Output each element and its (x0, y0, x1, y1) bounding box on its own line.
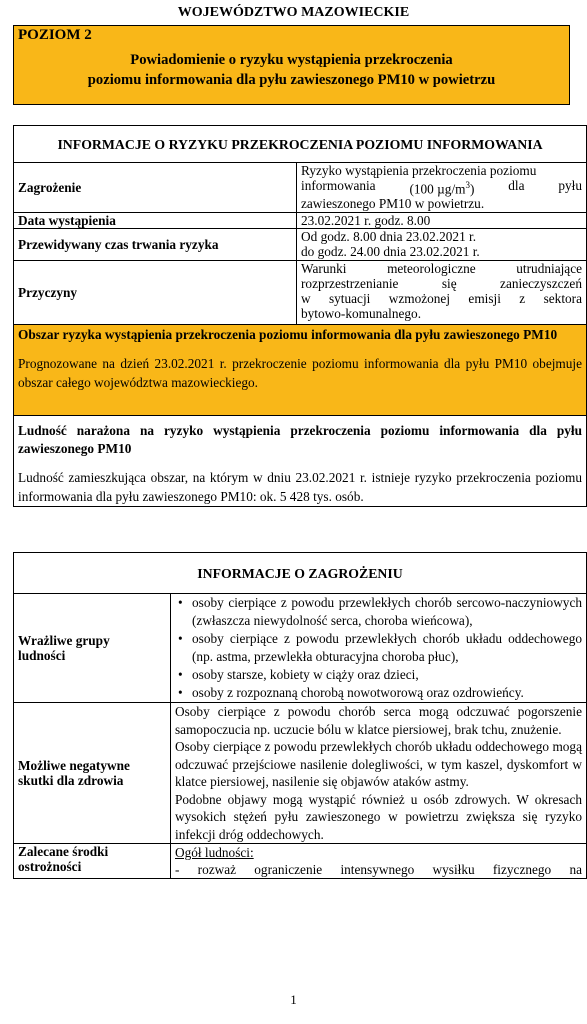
sensitive-groups-label (14, 594, 171, 703)
list-item: • osoby cierpiące z powodu przewlekłych chorób układu oddechowego (np. astma, przewlekła obturacyjna choroba płuc), (192, 630, 582, 666)
health-effects-cell (171, 703, 587, 844)
date-value: 23.02.2021 r. godz. 8.00 (297, 213, 587, 229)
causes-line: bytowo-komunalnego. (301, 306, 422, 321)
duration-value (297, 229, 587, 261)
threat-value-line: Ryzyko wystąpienia przekroczenia poziomu (301, 163, 537, 178)
health-effects-label-line: Możliwe negatywne (18, 758, 130, 773)
threat-value-text: (100 $\mu g/m^3$) (409, 180, 475, 197)
risk-area-heading: Obszar ryzyka wystąpienia przekroczenia poziomu informowania dla pyłu zawieszonego PM10 (18, 327, 558, 342)
duration-line: do godz. 24.00 dnia 23.02.2021 r. (301, 244, 480, 259)
exposed-population-text: Ludność zamieszkująca obszar, na którym w dniu 23.02.2021 r. istnieje ryzyko przekroczenia poziomu informowania dla pyłu zawieszonego PM10: ok. 5 428 tys. osób. (18, 470, 582, 504)
exposed-population-cell (14, 416, 587, 507)
level-banner (13, 25, 570, 105)
causes-label: Przyczyny (14, 261, 297, 325)
causes-line: rozprzestrzenianie się zanieczyszczeń (301, 276, 582, 291)
risk-info-table (13, 125, 587, 507)
causes-value (297, 261, 587, 325)
threat-value-text: dla (508, 178, 525, 193)
threat-value-text: pyłu (558, 178, 582, 193)
region-title: WOJEWÓDZTWO MAZOWIECKIE (177, 5, 410, 20)
sensitive-groups-cell (171, 594, 587, 703)
precautions-label-line: ostrożności (18, 859, 82, 874)
date-label: Data wystąpienia (14, 213, 297, 229)
health-effects-paragraph: Osoby cierpiące z powodu przewlekłych chorób układu oddechowego mogą odczuwać przejściowe nasilenie dolegliwości, w tym kaszel, dyskomfort w klatce piersiowej, nasilenie się objawów ataków astmy. (175, 739, 582, 789)
health-effects-paragraph: Osoby cierpiące z powodu chorób serca mogą odczuwać pogorszenie samopoczucia np. uczucie bólu w klatce piersiowej, brak tchu, znużenie. (175, 704, 582, 737)
precautions-subheading: Ogół ludności: (175, 845, 254, 860)
threat-value (297, 163, 587, 213)
risk-section-title: INFORMACJE O RYZYKU PRZEKROCZENIA POZIOMU INFORMOWANIA (14, 126, 587, 163)
health-effects-label (14, 703, 171, 844)
list-item: • osoby z rozpoznaną chorobą nowotworową oraz ozdrowieńcy. (192, 684, 582, 702)
duration-label: Przewidywany czas trwania ryzyka (14, 229, 297, 261)
risk-area-text: Prognozowane na dzień 23.02.2021 r. przekroczenie poziomu informowania dla pyłu PM10 obejmuje obszar całego województwa mazowieckiego. (18, 356, 582, 390)
exposed-population-heading: Ludność narażona na ryzyko wystąpienia przekroczenia poziomu informowania dla pyłu zawieszonego PM10 (18, 423, 582, 456)
sensitive-groups-label-line: Wrażliwe grupy (18, 633, 110, 648)
duration-line: Od godz. 8.00 dnia 23.02.2021 r. (301, 229, 477, 244)
health-effects-paragraph: Podobne objawy mogą wystąpić również u osób zdrowych. W okresach wysokich stężeń pyłu zawieszonego w powietrzu zwiększa się ryzyko infekcji dróg oddechowych. (175, 791, 582, 842)
threat-label: Zagrożenie (14, 163, 297, 213)
causes-line: w sytuacji wzmożonej emisji z sektora (301, 291, 582, 306)
page-number: 1 (290, 992, 297, 1007)
notice-title-line1: Powiadomienie o ryzyku wystąpienia przekroczenia (130, 52, 453, 68)
list-item: • osoby starsze, kobiety w ciąży oraz dzieci, (192, 666, 582, 684)
precautions-label (14, 844, 171, 879)
hazard-section-title: INFORMACJE O ZAGROŻENIU (14, 553, 587, 594)
health-effects-label-line: skutki dla zdrowia (18, 773, 124, 788)
notice-title-line2: poziomu informowania dla pyłu zawieszonego PM10 w powietrzu (87, 72, 496, 88)
hazard-info-table (13, 552, 587, 879)
list-item: • osoby cierpiące z powodu przewlekłych chorób sercowo-naczyniowych (zwłaszcza niewydolność serca, choroba wieńcowa), (192, 594, 582, 630)
precautions-label-line: Zalecane środki (18, 844, 109, 859)
level-label: POZIOM 2 (18, 27, 92, 43)
sensitive-groups-label-line: ludności (18, 648, 66, 663)
threat-value-line (301, 178, 582, 196)
threat-value-line: zawieszonego PM10 w powietrzu. (301, 196, 485, 212)
threat-value-text: informowania (301, 178, 376, 193)
risk-area-cell (14, 325, 587, 416)
precautions-item: - rozważ ograniczenie intensywnego wysiłku fizycznego na (175, 862, 582, 877)
causes-line: Warunki meteorologiczne utrudniające (301, 261, 582, 276)
precautions-cell (171, 844, 587, 879)
sensitive-groups-list (175, 594, 582, 702)
